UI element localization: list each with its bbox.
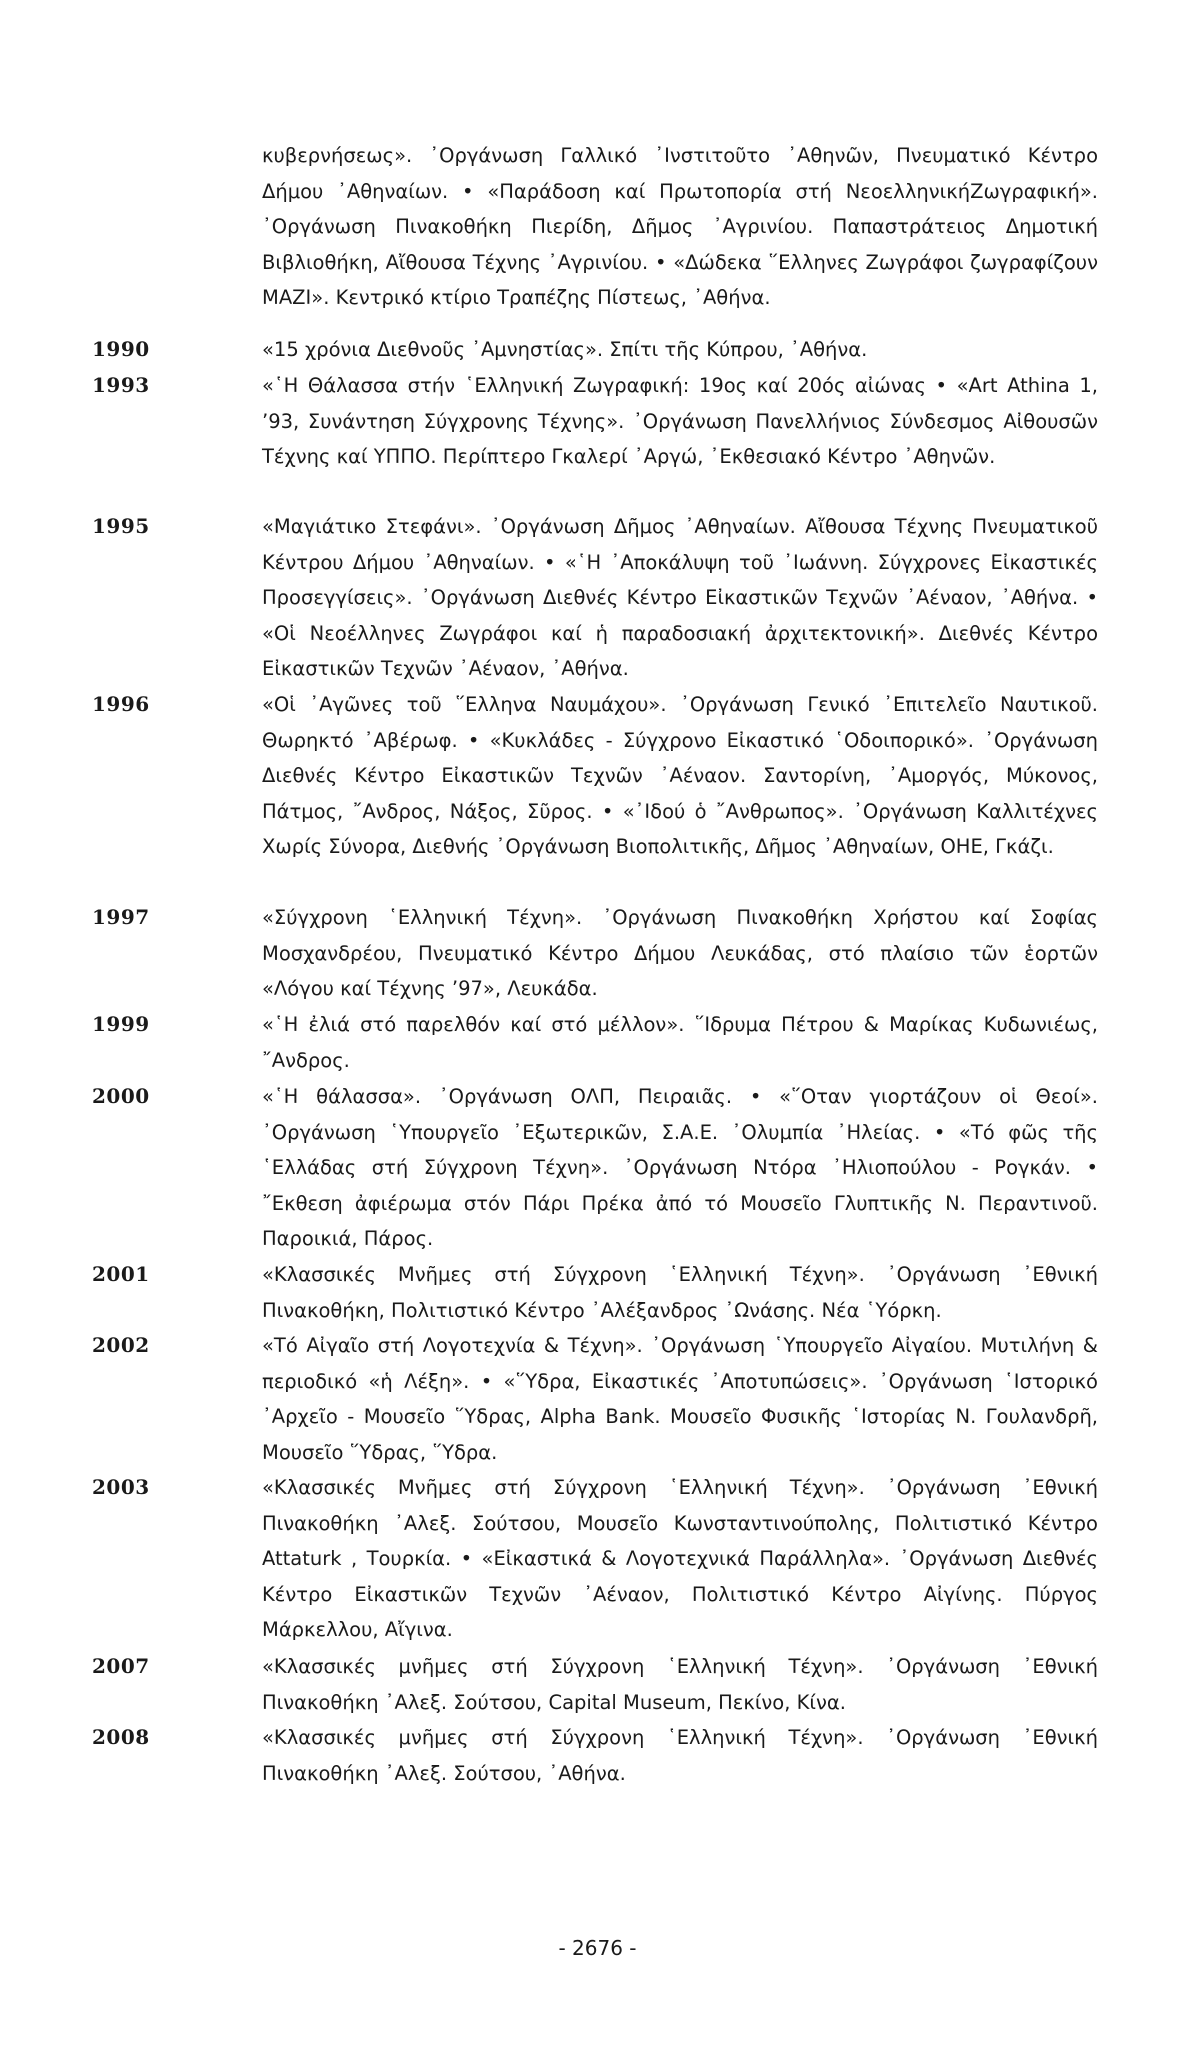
entry-text: «15 χρόνια Διεθνοῦς ᾿Αμνηστίας». Σπίτι τῆς Κύπρου, ᾿Αθήνα. xyxy=(262,338,868,361)
entry-text: «Σύγχρονη ῾Ελληνική Τέχνη». ᾿Οργάνωση Πινακοθήκη Χρήστου καί Σοφίας Μοσχανδρέου, Πνευματικό Κέντρο Δήμου Λευκάδας, στό πλαίσιο τῶν ἑορτῶν «Λόγου καί Τέχνης ’97», Λευκάδα. xyxy=(262,906,1098,1001)
entry-text: «Τό Αἰγαῖο στή Λογοτεχνία & Τέχνη». ᾿Οργάνωση ῾Υπουργεῖο Αἰγαίου. Μυτιλήνη & περιοδικό «ἡ Λέξη». • «῞Υδρα, Εἰκαστικές ᾿Αποτυπώσεις». ᾿Οργάνωση ῾Ιστορικό ᾿Αρχεῖο - Μουσεῖο ῞Υδρας, Alpha Bank. Μουσεῖο Φυσικῆς ῾Ιστορίας Ν. Γουλανδρῆ, Μουσεῖο ῞Υδρας, ῞Υδρα. xyxy=(262,1334,1098,1464)
entry-year: 1990 xyxy=(92,337,150,361)
entry-text: «῾Η ἐλιά στό παρελθόν καί στό μέλλον». ῞Ιδρυμα Πέτρου & Μαρίκας Κυδωνιέως, ῎Ανδρος. xyxy=(262,1013,1098,1072)
entry-text: «Κλασσικές μνῆμες στή Σύγχρονη ῾Ελληνική Τέχνη». ᾿Οργάνωση ᾿Εθνική Πινακοθήκη ᾿Αλεξ. Σούτσου, ᾿Αθήνα. xyxy=(262,1726,1098,1785)
entry-text: «῾Η Θάλασσα στήν ῾Ελληνική Ζωγραφική: 19ος καί 20ός αἰώνας • «Art Athina 1, ’93, Συνάντηση Σύγχρονης Τέχνης». ᾿Οργάνωση Πανελλήνιος Σύνδεσμος Αἰθουσῶν Τέχνης καί ΥΠΠΟ. Περίπτερο Γκαλερί ᾿Αργώ, ᾿Εκθεσιακό Κέντρο ᾿Αθηνῶν. xyxy=(262,374,1098,469)
entry-year: 2001 xyxy=(92,1262,150,1286)
entry-year: 2007 xyxy=(92,1654,150,1678)
entry-year: 1997 xyxy=(92,905,150,929)
entry-year: 1999 xyxy=(92,1012,150,1036)
entry-text: «Μαγιάτικο Στεφάνι». ᾿Οργάνωση Δῆμος ᾿Αθηναίων. Αἴθουσα Τέχνης Πνευματικοῦ Κέντρου Δήμου ᾿Αθηναίων. • «῾Η ᾿Αποκάλυψη τοῦ ᾿Ιωάννη. Σύγχρονες Εἰκαστικές Προσεγγίσεις». ᾿Οργάνωση Διεθνές Κέντρο Εἰκαστικῶν Τεχνῶν ᾿Αέναον, ᾿Αθήνα. • «Οἱ Νεοέλληνες Ζωγράφοι καί ἡ παραδοσιακή ἀρχιτεκτονική». Διεθνές Κέντρο Εἰκαστικῶν Τεχνῶν ᾿Αέναον, ᾿Αθήνα. xyxy=(262,515,1098,681)
entry-year: 1996 xyxy=(92,692,150,716)
entry-text: «Κλασσικές μνῆμες στή Σύγχρονη ῾Ελληνική Τέχνη». ᾿Οργάνωση ᾿Εθνική Πινακοθήκη ᾿Αλεξ. Σούτσου, Capital Museum, Πεκίνο, Κίνα. xyxy=(262,1655,1098,1714)
entry-text: «῾Η θάλασσα». ᾿Οργάνωση ΟΛΠ, Πειραιᾶς. • «῞Οταν γιορτάζουν οἱ Θεοί». ᾿Οργάνωση ῾Υπουργεῖο ᾿Εξωτερικῶν, Σ.Α.Ε. ᾿Ολυμπία ᾿Ηλείας. • «Τό φῶς τῆς ῾Ελλάδας στή Σύγχρονη Τέχνη». ᾿Οργάνωση Ντόρα ᾿Ηλιοπούλου - Ρογκάν. • ῎Εκθεση ἀφιέρωμα στόν Πάρι Πρέκα ἀπό τό Μουσεῖο Γλυπτικῆς Ν. Περαντινοῦ. Παροικιά, Πάρος. xyxy=(262,1085,1098,1251)
entry-year: 2002 xyxy=(92,1333,150,1357)
page-number: - 2676 - xyxy=(558,1936,637,1960)
entry-year: 2008 xyxy=(92,1725,150,1749)
entry-year: 1995 xyxy=(92,514,150,538)
entry-text: «Κλασσικές Μνῆμες στή Σύγχρονη ῾Ελληνική Τέχνη». ᾿Οργάνωση ᾿Εθνική Πινακοθήκη, Πολιτιστικό Κέντρο ᾿Αλέξανδρος ᾿Ωνάσης. Νέα ῾Υόρκη. xyxy=(262,1263,1098,1322)
entry-year: 2000 xyxy=(92,1084,150,1108)
entry-year: 1993 xyxy=(92,373,150,397)
entry-text: «Οἱ ᾿Αγῶνες τοῦ ῞Ελληνα Ναυμάχου». ᾿Οργάνωση Γενικό ᾿Επιτελεῖο Ναυτικοῦ. Θωρηκτό ᾿Αβέρωφ. • «Κυκλάδες - Σύγχρονο Εἰκαστικό ῾Οδοιπορικό». ᾿Οργάνωση Διεθνές Κέντρο Εἰκαστικῶν Τεχνῶν ᾿Αέναον. Σαντορίνη, ᾿Αμοργός, Μύκονος, Πάτμος, ῎Ανδρος, Νάξος, Σῦρος. • «᾿Ιδού ὁ ῎Ανθρωπος». ᾿Οργάνωση Καλλιτέχνες Χωρίς Σύνορα, Διεθνής ᾿Οργάνωση Βιοπολιτικῆς, Δῆμος ᾿Αθηναίων, ΟΗΕ, Γκάζι. xyxy=(262,693,1098,859)
entry-year: 2003 xyxy=(92,1475,150,1499)
entry-text: «Κλασσικές Μνῆμες στή Σύγχρονη ῾Ελληνική Τέχνη». ᾿Οργάνωση ᾿Εθνική Πινακοθήκη ᾿Αλεξ. Σούτσου, Μουσεῖο Κωνσταντινούπολης, Πολιτιστικό Κέντρο Attaturk , Τουρκία. • «Εἰκαστικά & Λογοτεχνικά Παράλληλα». ᾿Οργάνωση Διεθνές Κέντρο Εἰκαστικῶν Τεχνῶν ᾿Αέναον, Πολιτιστικό Κέντρο Αἰγίνης. Πύργος Μάρκελλου, Αἴγινα. xyxy=(262,1476,1098,1642)
continued-paragraph: κυβερνήσεως». ᾿Οργάνωση Γαλλικό ᾿Ινστιτοῦτο ᾿Αθηνῶν, Πνευματικό Κέντρο Δήμου ᾿Αθηναίων. • «Παράδοση καί Πρωτοπορία στή ΝεοελληνικήΖωγραφική». ᾿Οργάνωση Πινακοθήκη Πιερίδη, Δῆμος ᾿Αγρινίου. Παπαστράτειος Δημοτική Βιβλιοθήκη, Αἴθουσα Τέχνης ᾿Αγρινίου. • «Δώδεκα ῞Ελληνες Ζωγράφοι ζωγραφίζουν ΜΑΖΙ». Κεντρικό κτίριο Τραπέζης Πίστεως, ᾿Αθήνα. xyxy=(262,144,1098,310)
